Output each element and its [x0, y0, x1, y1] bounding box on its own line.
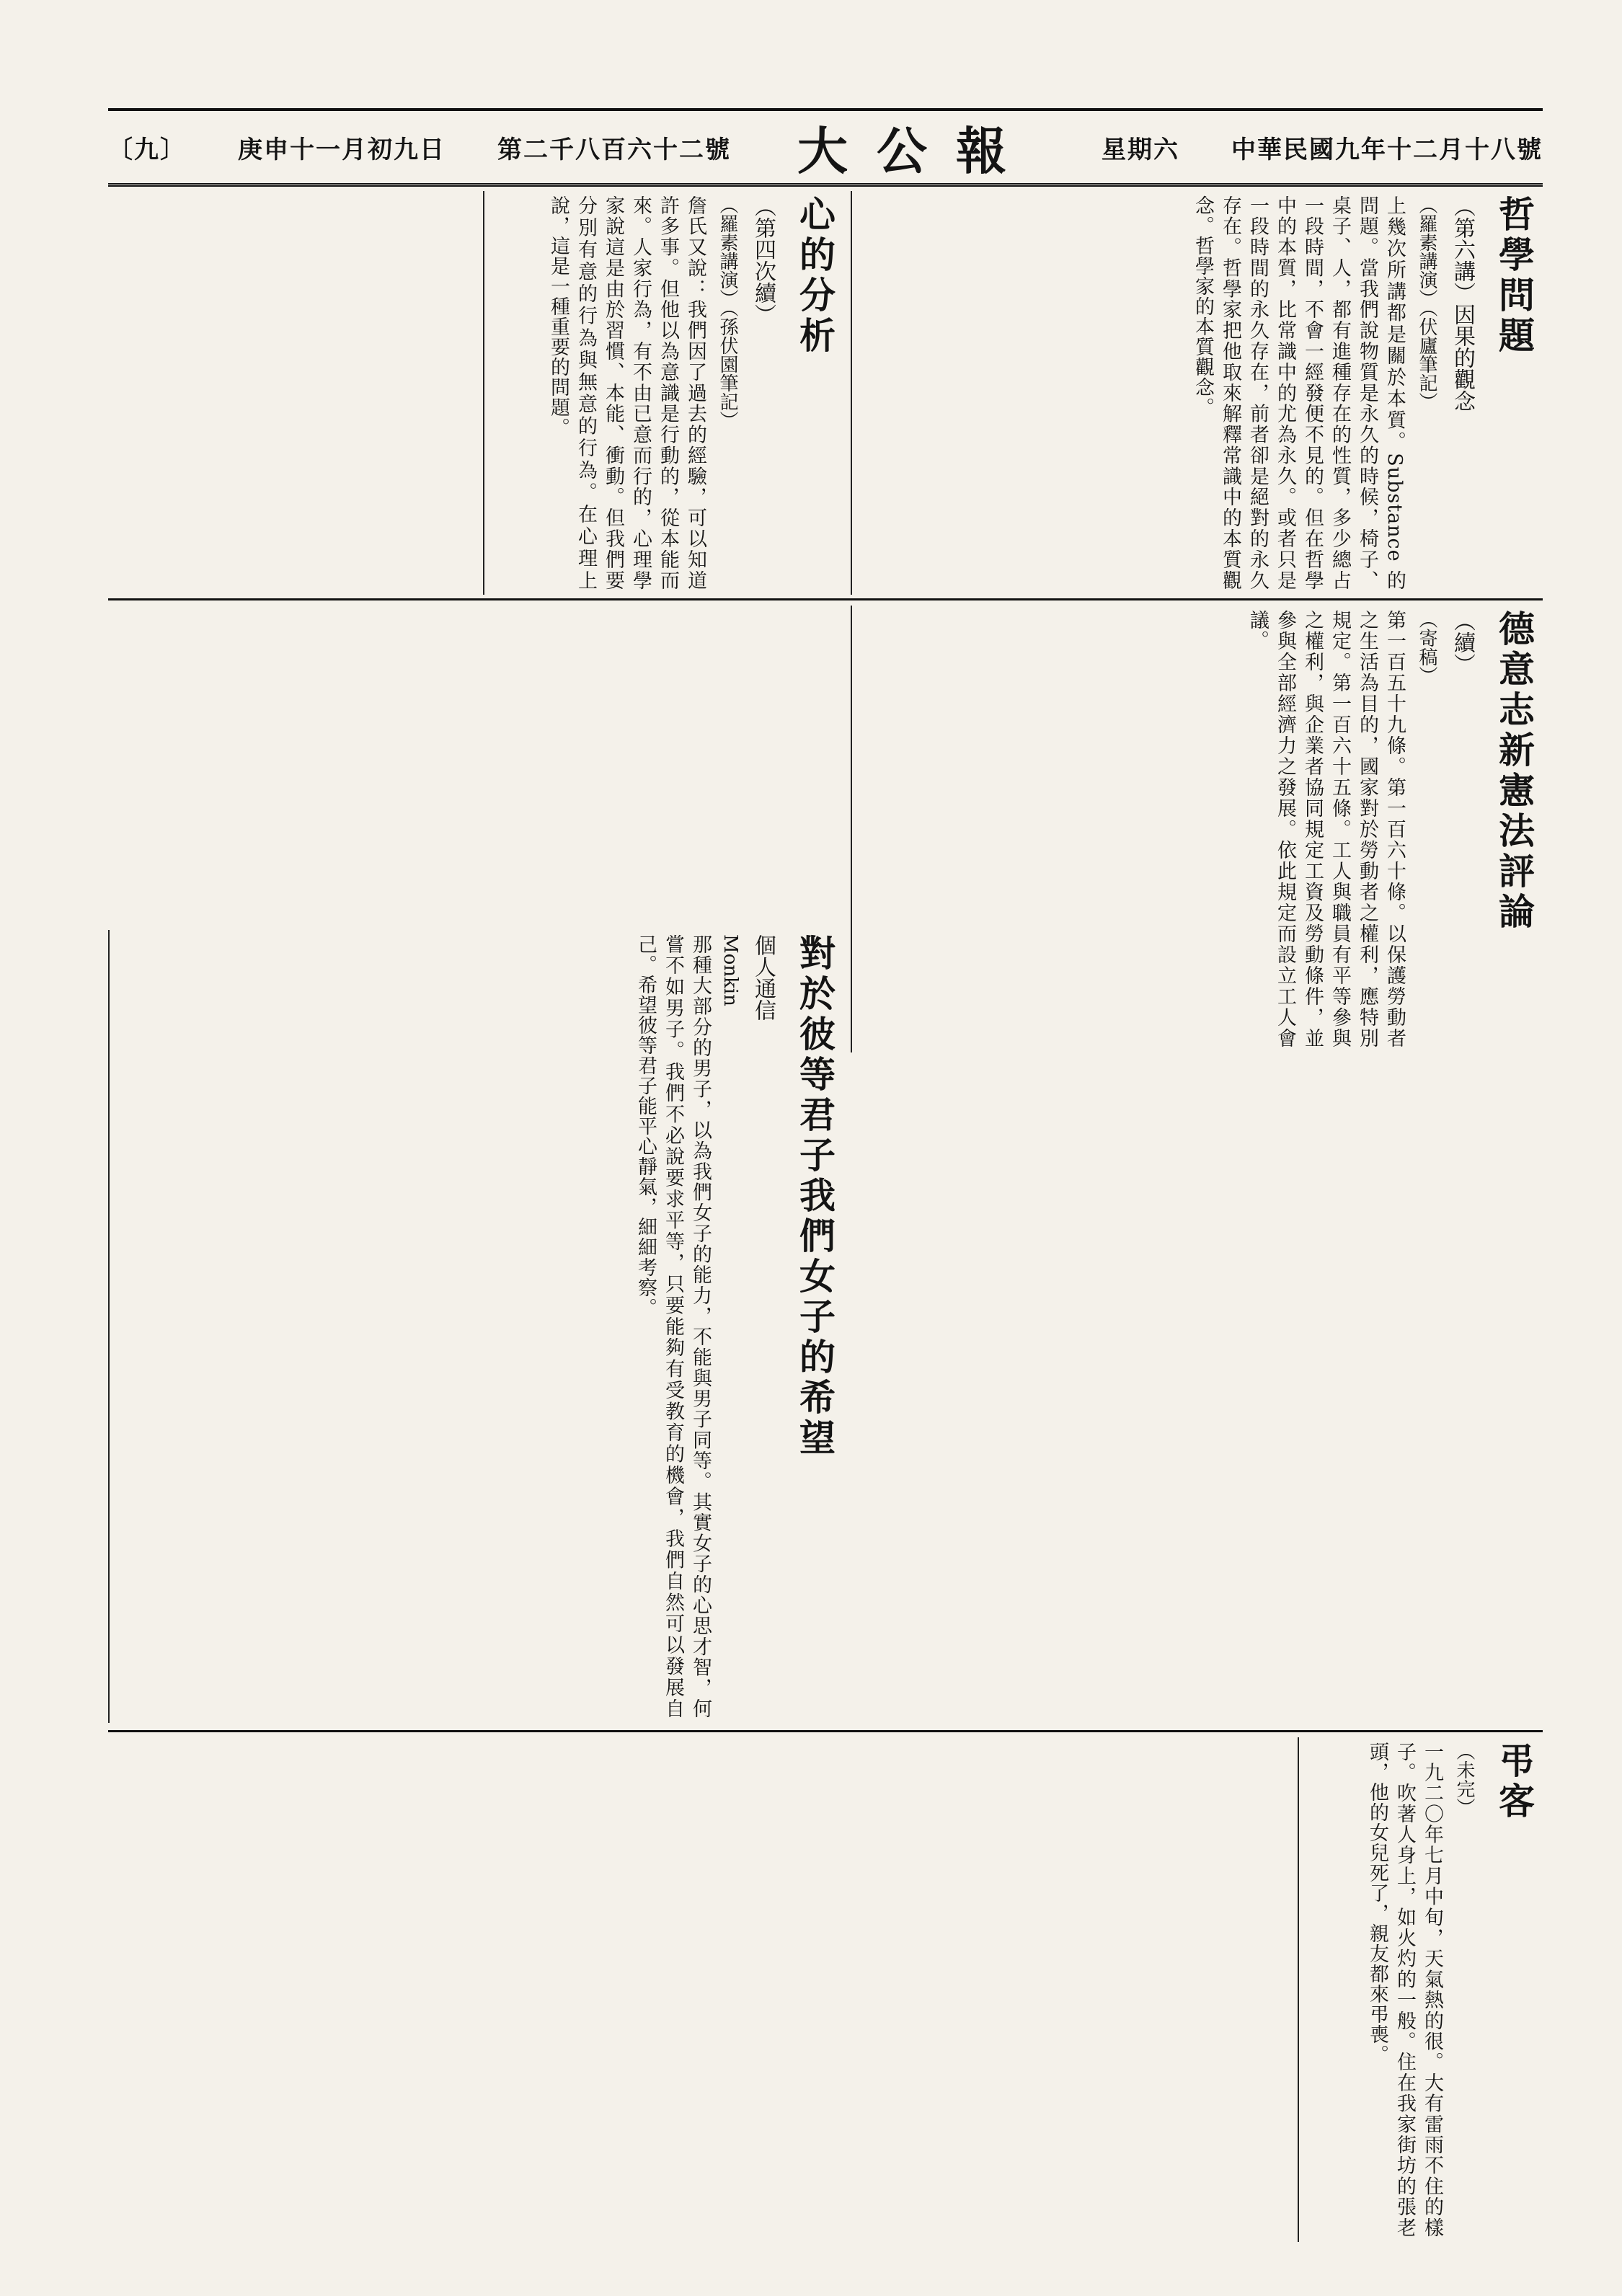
article-philosophy — [851, 191, 1543, 595]
article-body: 詹氏又說：我們因了過去的經驗，可以知道許多事。但他以為意識是行動的，從本能而來。人家行為，有不由已意而行的，心理學家說這是由於習慣、本能、衝動。但我們要分別有意的行為與無意的行為。在心理上說，這是一種重要的問題。 — [547, 195, 706, 590]
article-subtitle: （第四次續） — [750, 195, 776, 325]
section-divider — [108, 1730, 1543, 1732]
article-title: 哲學問題 — [1493, 195, 1535, 357]
article-german-constitution — [851, 606, 1543, 1052]
article-body: 第一百五十九條。第一百六十條。以保護勞動者之生活為目的，國家對於勞動者之權利，應特別規定。第一百六十五條。工人與職員有平等參與之權利，與企業者協同規定工資及勞動條件，並參與全部經濟力之發展。依此規定而設立工人會議。 — [1246, 610, 1406, 1048]
article-subtitle: 個人通信 — [750, 934, 776, 1021]
article-byline: （未完） — [1453, 1742, 1475, 1817]
article-body: 一九二〇年七月中旬，天氣熱的很。大有雷雨不住的樣子。吹著人身上，如火灼的一般。住在我家街坊的張老頭，他的女兒死了，親友都來弔喪。 — [1366, 1742, 1443, 2238]
weekday: 星期六 — [1102, 135, 1179, 164]
article-body: 那種大部分的男子，以為我們女子的能力，不能與男子同等。其實女子的心思才智，何嘗不如男子。我們不必說要求平等，只要能夠有受教育的機會，我們自然可以發展自己。希望彼等君子能平心靜氣，細細考察。 — [634, 934, 712, 1719]
page-number: 〔九〕 — [108, 135, 186, 164]
newspaper-title: 大公報 — [797, 120, 1035, 181]
masthead — [108, 108, 1543, 187]
article-title: 心的分析 — [794, 195, 836, 357]
article-byline: （羅素講演）（孫伏園筆記） — [717, 195, 738, 430]
issue-number: 第二千八百六十二號 — [497, 135, 731, 164]
article-analysis-of-mind — [483, 191, 843, 595]
article-mourner — [1298, 1737, 1543, 2242]
article-body: 上幾次所講都是關於本質。Substance 的問題。當我們說物質是永久的時候，椅子、桌子、人，都有進種存在的性質，多少總占一段時間，不會一經發便不見的。但在哲學中的本質，比常識中的尤為永久。或者只是一段時間的永久存在，前者卻是絕對的永久存在。哲學家把他取來解釋常識中的本質觀念。哲學家的本質觀念。 — [1192, 195, 1406, 590]
article-byline: （寄稿） — [1416, 610, 1437, 685]
section-divider — [108, 598, 1543, 600]
article-title: 德意志新憲法評論 — [1493, 610, 1535, 933]
lunar-date: 庚申十一月初九日 — [238, 135, 446, 164]
article-subtitle: （第六講）因果的觀念 — [1450, 195, 1475, 412]
article-byline: Monkin — [719, 934, 741, 1006]
article-byline: （羅素講演）（伏廬筆記） — [1416, 195, 1437, 411]
publication-date: 中華民國九年十二月十八號 — [1231, 135, 1543, 164]
article-womens-hope — [108, 930, 843, 1723]
article-title: 對於彼等君子我們女子的希望 — [794, 934, 836, 1459]
article-title: 弔客 — [1493, 1742, 1535, 1822]
article-subtitle: （續） — [1450, 610, 1475, 675]
